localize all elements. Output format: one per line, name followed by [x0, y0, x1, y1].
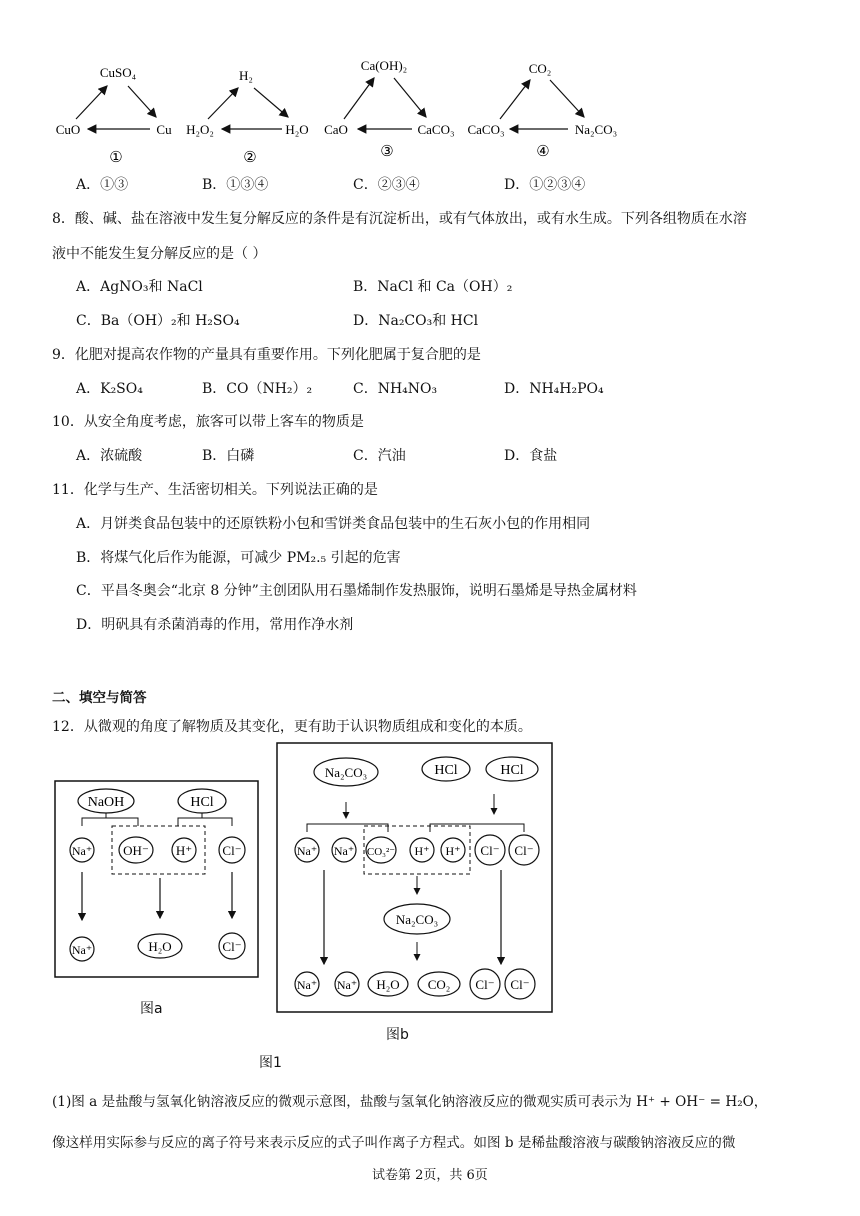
figure-a: [54, 780, 274, 980]
cycle-1: [56, 65, 172, 166]
fig-a-caption: 图a: [140, 1001, 163, 1017]
q8-option-d[interactable]: D．Na₂CO₃和 HCl: [353, 313, 479, 329]
cycle-4: [467, 61, 617, 160]
fig-b-product: H₂O: [376, 977, 400, 992]
fig-a-product: H₂O: [148, 939, 172, 954]
cycle-top: Ca(OH)₂: [360, 58, 408, 73]
cycle-top: CuSO₄: [99, 65, 137, 80]
fig-a-ion: Cl⁻: [222, 843, 242, 858]
fig-a-ion: OH⁻: [123, 843, 149, 858]
q9-option-a[interactable]: A．K₂SO₄: [76, 381, 143, 397]
q11-option-a[interactable]: A．月饼类食品包装中的还原铁粉小包和雪饼类食品包装中的生石灰小包的作用相同: [76, 516, 591, 532]
q8-option-c[interactable]: C．Ba（OH）₂和 H₂SO₄: [76, 313, 240, 329]
q10-stem: 10．从安全角度考虑，旅客可以带上客车的物质是: [52, 414, 364, 430]
fig-b-product: Cl⁻: [475, 977, 495, 992]
cycle-3: [324, 58, 454, 160]
q11-option-b[interactable]: B．将煤气化后作为能源，可减少 PM₂.₅ 引起的危害: [76, 550, 401, 566]
q10-option-d[interactable]: D．食盐: [504, 448, 558, 464]
fig-b-reactant-hcl: HCl: [434, 763, 458, 778]
page-footer: 试卷第 2页，共 6页: [372, 1168, 488, 1183]
cycle-right: Cu: [156, 122, 172, 137]
fig-b-reactant-hcl: HCl: [500, 763, 524, 778]
q9-option-c[interactable]: C．NH₄NO₃: [353, 381, 438, 397]
q7-option-c[interactable]: C．②③④: [353, 177, 420, 193]
fig-b-ion: CO₃²⁻: [366, 846, 396, 858]
fig-b-product: Cl⁻: [510, 977, 530, 992]
q12-part1-line1: (1)图 a 是盐酸与氢氧化钠溶液反应的微观示意图，盐酸与氢氧化钠溶液反应的微观实质可表示为 H⁺ + OH⁻ = H₂O，: [52, 1094, 768, 1110]
cycle-left: CaCO₃: [467, 122, 505, 137]
fig-a-reactant-hcl: HCl: [190, 795, 214, 810]
q7-option-b[interactable]: B．①③④: [202, 177, 269, 193]
fig-b-ion: H⁺: [445, 844, 461, 858]
fig-b-mid: Na₂CO₃: [395, 912, 439, 927]
q7-option-d[interactable]: D．①②③④: [504, 177, 586, 193]
fig-b-product: Na⁺: [336, 978, 358, 992]
cycle-number: ④: [536, 144, 550, 160]
q9-stem: 9．化肥对提高农作物的产量具有重要作用。下列化肥属于复合肥的是: [52, 347, 481, 363]
q8-option-b[interactable]: B．NaCl 和 Ca（OH）₂: [353, 279, 513, 295]
q7-option-a[interactable]: A．①③: [76, 177, 129, 193]
fig-b-reactant-na2co3: Na₂CO₃: [324, 765, 368, 780]
fig-a-product: Na⁺: [71, 943, 93, 957]
cycle-top: CO₂: [528, 61, 552, 76]
q9-option-b[interactable]: B．CO（NH₂）₂: [202, 381, 313, 397]
cycle-right: H₂O: [285, 122, 309, 137]
cycle-number: ①: [109, 150, 123, 166]
conversion-cycles: [0, 0, 860, 170]
cycle-left: CaO: [324, 122, 348, 137]
fig-b-ion: H⁺: [414, 844, 430, 858]
cycle-left: H₂O₂: [186, 122, 214, 137]
q11-stem: 11．化学与生产、生活密切相关。下列说法正确的是: [52, 482, 378, 498]
fig-b-product: CO₂: [427, 977, 451, 992]
figure-b: [276, 742, 556, 1014]
fig-b-caption: 图b: [386, 1027, 409, 1043]
fig-a-ion: H⁺: [175, 843, 193, 858]
q8-option-a[interactable]: A．AgNO₃和 NaCl: [76, 279, 203, 295]
fig-b-ion: Na⁺: [333, 844, 355, 858]
q8-stem-line2: 液中不能发生复分解反应的是（ ）: [52, 246, 267, 262]
q11-option-d[interactable]: D．明矾具有杀菌消毒的作用，常用作净水剂: [76, 617, 354, 633]
cycle-number: ②: [243, 150, 257, 166]
q10-option-c[interactable]: C．汽油: [353, 448, 406, 464]
fig-a-ion: Na⁺: [71, 844, 93, 858]
fig-a-reactant-naoh: NaOH: [87, 795, 125, 810]
fig-b-ion: Na⁺: [296, 844, 318, 858]
q10-option-a[interactable]: A．浓硫酸: [76, 448, 143, 464]
q10-option-b[interactable]: B．白磷: [202, 448, 255, 464]
cycle-2: [186, 68, 309, 166]
q8-stem-line1: 8．酸、碱、盐在溶液中发生复分解反应的条件是有沉淀析出，或有气体放出，或有水生成。下列各组物质在水溶: [52, 211, 747, 227]
fig-a-product: Cl⁻: [222, 939, 242, 954]
q12-part1-line2: 像这样用实际参与反应的离子符号来表示反应的式子叫作离子方程式。如图 b 是稀盐酸溶液与碳酸钠溶液反应的微: [52, 1135, 736, 1151]
cycle-top: H₂: [239, 68, 253, 83]
q11-option-c[interactable]: C．平昌冬奥会“北京 8 分钟”主创团队用石墨烯制作发热服饰，说明石墨烯是导热金属材料: [76, 583, 637, 599]
q12-stem: 12．从微观的角度了解物质及其变化，更有助于认识物质组成和变化的本质。: [52, 719, 532, 735]
fig-b-ion: Cl⁻: [480, 843, 500, 858]
figure-1-caption: 图1: [259, 1055, 282, 1071]
cycle-left: CuO: [55, 122, 81, 137]
section-heading: 二、填空与简答: [52, 690, 147, 706]
cycle-right: Na₂CO₃: [574, 122, 618, 137]
cycle-number: ③: [380, 144, 394, 160]
q9-option-d[interactable]: D．NH₄H₂PO₄: [504, 381, 604, 397]
fig-b-ion: Cl⁻: [514, 843, 534, 858]
cycle-right: CaCO₃: [417, 122, 455, 137]
fig-b-product: Na⁺: [296, 978, 318, 992]
